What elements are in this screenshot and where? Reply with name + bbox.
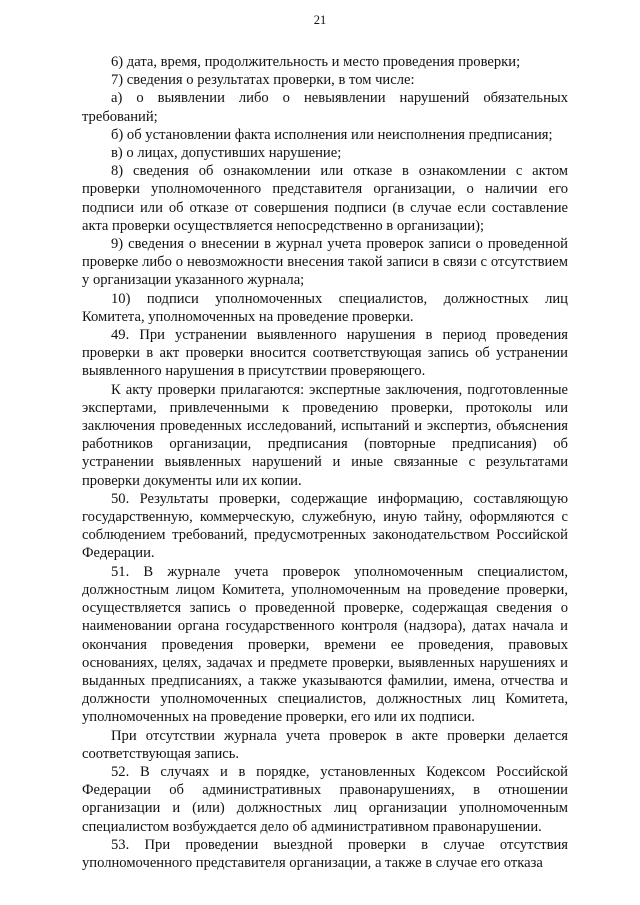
page-number: 21	[313, 13, 327, 27]
list-item-6-date-time: 6) дата, время, продолжительность и место проведения проверки;	[111, 54, 521, 70]
list-item-8-acknowledgement: 8) сведения об ознакомлении или отказе в ознакомлении с актом проверки уполномоченного представителя организации, о наличии его подписи или об отказе от совершения подписи (в случае если составление акта проверки осуществляется непосредственно в организации);	[82, 163, 568, 234]
document-body	[82, 53, 568, 872]
subitem-b-prescription: б) об установлении факта исполнения или неисполнения предписания;	[111, 126, 553, 143]
paragraph-50: 50. Результаты проверки, содержащие информацию, составляющую государственную, коммерческую, служебную, иную тайну, оформляются с соблюдением требований, предусмотренных законодательством Российской Федерации.	[82, 490, 568, 562]
paragraph-51: 51. В журнале учета проверок уполномоченным специалистом, должностным лицом Комитета, уполномоченным на проведение проверки, осуществляется запись о проведенной проверке, содержащая сведения о наименовании органа государственного контроля (надзора), датах начала и окончания проведения проверки, времени ее проведения, правовых основаниях, целях, задачах и предмете проверки, выявленных нарушениях и выданных предписаниях, а также указываются фамилии, имена, отчества и должности уполномоченных специалистов, должностных лиц Комитета, уполномоченных на проведение проверки, его или их подписи.	[82, 563, 568, 726]
paragraph-49: 49. При устранении выявленного нарушения в период проведения проверки в акт проверки вносится соответствующая запись об устранении выявленного нарушения в присутствии проверяющего.	[82, 327, 568, 380]
list-item-9-journal-entry: 9) сведения о внесении в журнал учета проверок записи о проведенной проверке либо о невозможности внесения такой записи в связи с отсутствием у организации указанного журнала;	[82, 236, 568, 289]
subitem-v-persons: в) о лицах, допустивших нарушение;	[111, 145, 342, 162]
paragraph-no-journal: При отсутствии журнала учета проверок в акте проверки делается соответствующая запись.	[82, 727, 568, 762]
paragraph-attachments: К акту проверки прилагаются: экспертные заключения, подготовленные экспертами, привлеченными к проведению проверки, протоколы или заключения проведенных исследований, испытаний и экспертиз, объяснения работников организации, предписания (повторные предписания) об устранении выявленных нарушений и иные связанные с результатами проверки документы или их копии.	[82, 381, 568, 489]
subitem-a-violations: а) о выявлении либо о невыявлении нарушений обязательных требований;	[82, 90, 568, 125]
paragraph-52: 52. В случаях и в порядке, установленных Кодексом Российской Федерации об административных правонарушениях, в отношении организации и (или) должностных лиц организации уполномоченным специалистом возбуждается дело об административном правонарушении.	[82, 763, 568, 835]
list-item-7-results: 7) сведения о результатах проверки, в том числе:	[111, 72, 415, 89]
paragraph-53: 53. При проведении выездной проверки в случае отсутствия уполномоченного представителя организации, а также в случае его отказа	[82, 836, 568, 871]
list-item-10-signatures: 10) подписи уполномоченных специалистов, должностных лиц Комитета, уполномоченных на проведение проверки.	[82, 290, 568, 325]
